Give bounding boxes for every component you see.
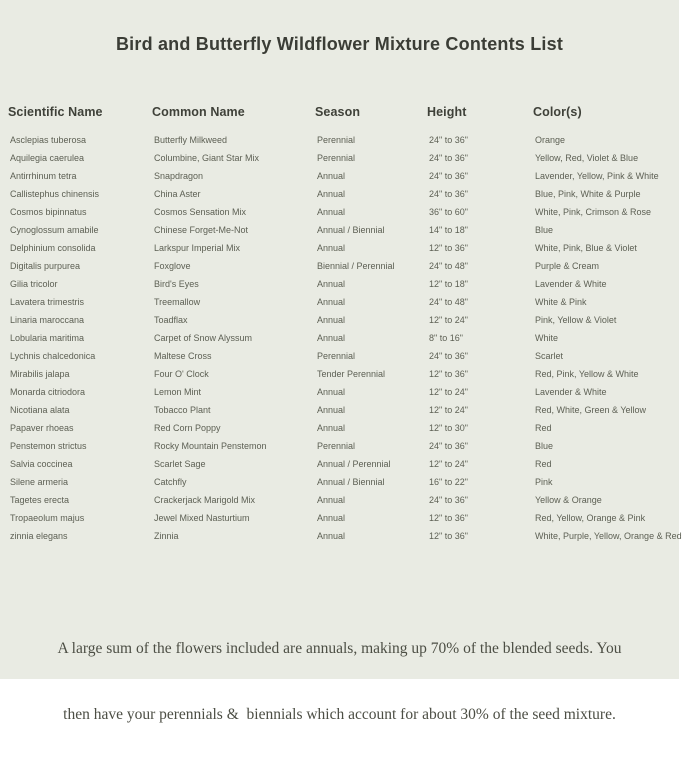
cell-colors: Red xyxy=(535,459,552,469)
table-row xyxy=(8,239,679,257)
cell-season: Annual xyxy=(317,189,346,199)
cell-common-name: Toadflax xyxy=(154,315,188,325)
cell-scientific-name: Salvia coccinea xyxy=(10,459,73,469)
cell-season: Annual xyxy=(317,495,346,505)
cell-colors: Blue xyxy=(535,225,554,235)
cell-scientific-name: Silene armeria xyxy=(10,477,69,487)
cell-colors: Red, Yellow, Orange & Pink xyxy=(535,513,646,523)
cell-colors: Blue xyxy=(535,441,554,451)
table-row xyxy=(8,167,679,185)
cell-height: 12" to 24" xyxy=(429,405,468,415)
cell-height: 24" to 36" xyxy=(429,495,468,505)
cell-scientific-name: Lavatera trimestris xyxy=(10,297,85,307)
cell-scientific-name: Lychnis chalcedonica xyxy=(10,351,96,361)
cell-height: 12" to 36" xyxy=(429,369,468,379)
cell-height: 24" to 48" xyxy=(429,261,468,271)
cell-common-name: China Aster xyxy=(154,189,201,199)
cell-common-name: Butterfly Milkweed xyxy=(154,135,228,145)
cell-season: Annual xyxy=(317,297,346,307)
cell-season: Annual xyxy=(317,423,346,433)
table-row xyxy=(8,347,679,365)
table-row xyxy=(8,509,679,527)
cell-common-name: Catchfly xyxy=(154,477,187,487)
cell-common-name: Zinnia xyxy=(154,531,179,541)
cell-season: Annual xyxy=(317,405,346,415)
cell-height: 24" to 36" xyxy=(429,351,468,361)
cell-colors: White & Pink xyxy=(535,297,587,307)
column-header-colors: Color(s) xyxy=(533,105,582,119)
table-row xyxy=(8,131,679,149)
contents-table xyxy=(8,105,682,545)
table-row xyxy=(8,149,679,167)
cell-height: 24" to 36" xyxy=(429,189,468,199)
footer-note xyxy=(20,594,659,770)
cell-colors: White, Pink, Blue & Violet xyxy=(535,243,637,253)
cell-common-name: Treemallow xyxy=(154,297,201,307)
table-header-row xyxy=(8,105,679,119)
cell-season: Annual xyxy=(317,333,346,343)
cell-height: 12" to 18" xyxy=(429,279,468,289)
cell-colors: Purple & Cream xyxy=(535,261,600,271)
cell-colors: Red xyxy=(535,423,552,433)
cell-common-name: Jewel Mixed Nasturtium xyxy=(154,513,250,523)
cell-height: 14" to 18" xyxy=(429,225,468,235)
cell-common-name: Carpet of Snow Alyssum xyxy=(154,333,253,343)
cell-scientific-name: Papaver rhoeas xyxy=(10,423,74,433)
cell-scientific-name: zinnia elegans xyxy=(10,531,68,541)
cell-colors: Lavender & White xyxy=(535,387,607,397)
page-title: Bird and Butterfly Wildflower Mixture Contents List xyxy=(115,34,564,54)
cell-common-name: Scarlet Sage xyxy=(154,459,206,469)
cell-season: Annual xyxy=(317,387,346,397)
cell-scientific-name: Mirabilis jalapa xyxy=(10,369,70,379)
cell-common-name: Larkspur Imperial Mix xyxy=(154,243,241,253)
cell-season: Annual xyxy=(317,279,346,289)
cell-season: Perennial xyxy=(317,441,356,451)
cell-height: 24" to 36" xyxy=(429,441,468,451)
column-header-common-name: Common Name xyxy=(152,105,245,119)
cell-common-name: Rocky Mountain Penstemon xyxy=(154,441,267,451)
cell-colors: White xyxy=(535,333,559,343)
cell-scientific-name: Penstemon strictus xyxy=(10,441,87,451)
footer-note-line2: then have your perennials & biennials which account for about 30% of the seed mixture. xyxy=(63,706,616,723)
table-row xyxy=(8,203,679,221)
cell-colors: Yellow, Red, Violet & Blue xyxy=(535,153,639,163)
table-row xyxy=(8,491,679,509)
cell-colors: Red, White, Green & Yellow xyxy=(535,405,647,415)
cell-height: 12" to 24" xyxy=(429,387,468,397)
cell-colors: White, Purple, Yellow, Orange & Red xyxy=(535,531,682,541)
cell-scientific-name: Cynoglossum amabile xyxy=(10,225,99,235)
table-row xyxy=(8,437,679,455)
table-row xyxy=(8,329,679,347)
cell-common-name: Lemon Mint xyxy=(154,387,202,397)
cell-common-name: Snapdragon xyxy=(154,171,204,181)
table-row xyxy=(8,401,679,419)
cell-height: 12" to 36" xyxy=(429,243,468,253)
table-row xyxy=(8,473,679,491)
table-row xyxy=(8,419,679,437)
table-body xyxy=(8,131,682,545)
table-row xyxy=(8,311,679,329)
cell-scientific-name: Lobularia maritima xyxy=(10,333,85,343)
cell-colors: Lavender, Yellow, Pink & White xyxy=(535,171,659,181)
cell-common-name: Columbine, Giant Star Mix xyxy=(154,153,260,163)
cell-common-name: Bird's Eyes xyxy=(154,279,199,289)
cell-season: Annual / Biennial xyxy=(317,477,385,487)
cell-common-name: Red Corn Poppy xyxy=(154,423,221,433)
cell-scientific-name: Cosmos bipinnatus xyxy=(10,207,87,217)
cell-season: Annual / Biennial xyxy=(317,225,385,235)
cell-height: 12" to 30" xyxy=(429,423,468,433)
cell-scientific-name: Delphinium consolida xyxy=(10,243,96,253)
cell-height: 24" to 36" xyxy=(429,153,468,163)
table-row xyxy=(8,383,679,401)
cell-height: 36" to 60" xyxy=(429,207,468,217)
cell-scientific-name: Antirrhinum tetra xyxy=(10,171,77,181)
cell-common-name: Four O' Clock xyxy=(154,369,209,379)
cell-common-name: Maltese Cross xyxy=(154,351,212,361)
table-row xyxy=(8,257,679,275)
cell-colors: Orange xyxy=(535,135,566,145)
cell-colors: Yellow & Orange xyxy=(535,495,602,505)
cell-colors: White, Pink, Crimson & Rose xyxy=(535,207,652,217)
table-row xyxy=(8,221,679,239)
cell-height: 12" to 24" xyxy=(429,459,468,469)
cell-scientific-name: Aquilegia caerulea xyxy=(10,153,85,163)
cell-season: Annual / Perennial xyxy=(317,459,391,469)
cell-common-name: Cosmos Sensation Mix xyxy=(154,207,247,217)
table-row xyxy=(8,185,679,203)
cell-scientific-name: Callistephus chinensis xyxy=(10,189,100,199)
cell-height: 24" to 48" xyxy=(429,297,468,307)
column-header-height: Height xyxy=(427,105,467,119)
cell-scientific-name: Asclepias tuberosa xyxy=(10,135,87,145)
cell-scientific-name: Gilia tricolor xyxy=(10,279,58,289)
cell-scientific-name: Digitalis purpurea xyxy=(10,261,81,271)
cell-season: Perennial xyxy=(317,351,356,361)
cell-scientific-name: Tagetes erecta xyxy=(10,495,70,505)
cell-colors: Pink xyxy=(535,477,553,487)
cell-height: 24" to 36" xyxy=(429,171,468,181)
cell-season: Annual xyxy=(317,513,346,523)
cell-scientific-name: Tropaeolum majus xyxy=(10,513,85,523)
cell-height: 16" to 22" xyxy=(429,477,468,487)
cell-height: 12" to 36" xyxy=(429,513,468,523)
cell-common-name: Chinese Forget-Me-Not xyxy=(154,225,249,235)
table-row xyxy=(8,527,682,545)
table-row xyxy=(8,293,679,311)
table-row xyxy=(8,455,679,473)
table-row xyxy=(8,275,679,293)
cell-season: Perennial xyxy=(317,135,356,145)
cell-common-name: Tobacco Plant xyxy=(154,405,211,415)
cell-season: Biennial / Perennial xyxy=(317,261,395,271)
cell-season: Annual xyxy=(317,171,346,181)
cell-common-name: Crackerjack Marigold Mix xyxy=(154,495,256,505)
cell-colors: Scarlet xyxy=(535,351,564,361)
cell-colors: Lavender & White xyxy=(535,279,607,289)
column-header-scientific-name: Scientific Name xyxy=(8,105,103,119)
cell-common-name: Foxglove xyxy=(154,261,191,271)
cell-season: Annual xyxy=(317,243,346,253)
cell-season: Annual xyxy=(317,207,346,217)
table-row xyxy=(8,365,679,383)
cell-season: Perennial xyxy=(317,153,356,163)
column-header-season: Season xyxy=(315,105,361,119)
cell-colors: Red, Pink, Yellow & White xyxy=(535,369,639,379)
cell-scientific-name: Monarda citriodora xyxy=(10,387,86,397)
cell-season: Annual xyxy=(317,315,346,325)
cell-scientific-name: Linaria maroccana xyxy=(10,315,85,325)
cell-season: Tender Perennial xyxy=(317,369,386,379)
footer-note-line1: A large sum of the flowers included are annuals, making up 70% of the blended seeds. You xyxy=(57,640,622,657)
cell-height: 24" to 36" xyxy=(429,135,468,145)
cell-height: 12" to 24" xyxy=(429,315,468,325)
cell-scientific-name: Nicotiana alata xyxy=(10,405,70,415)
cell-colors: Blue, Pink, White & Purple xyxy=(535,189,641,199)
cell-height: 8" to 16" xyxy=(429,333,463,343)
cell-height: 12" to 36" xyxy=(429,531,468,541)
cell-season: Annual xyxy=(317,531,346,541)
cell-colors: Pink, Yellow & Violet xyxy=(535,315,617,325)
